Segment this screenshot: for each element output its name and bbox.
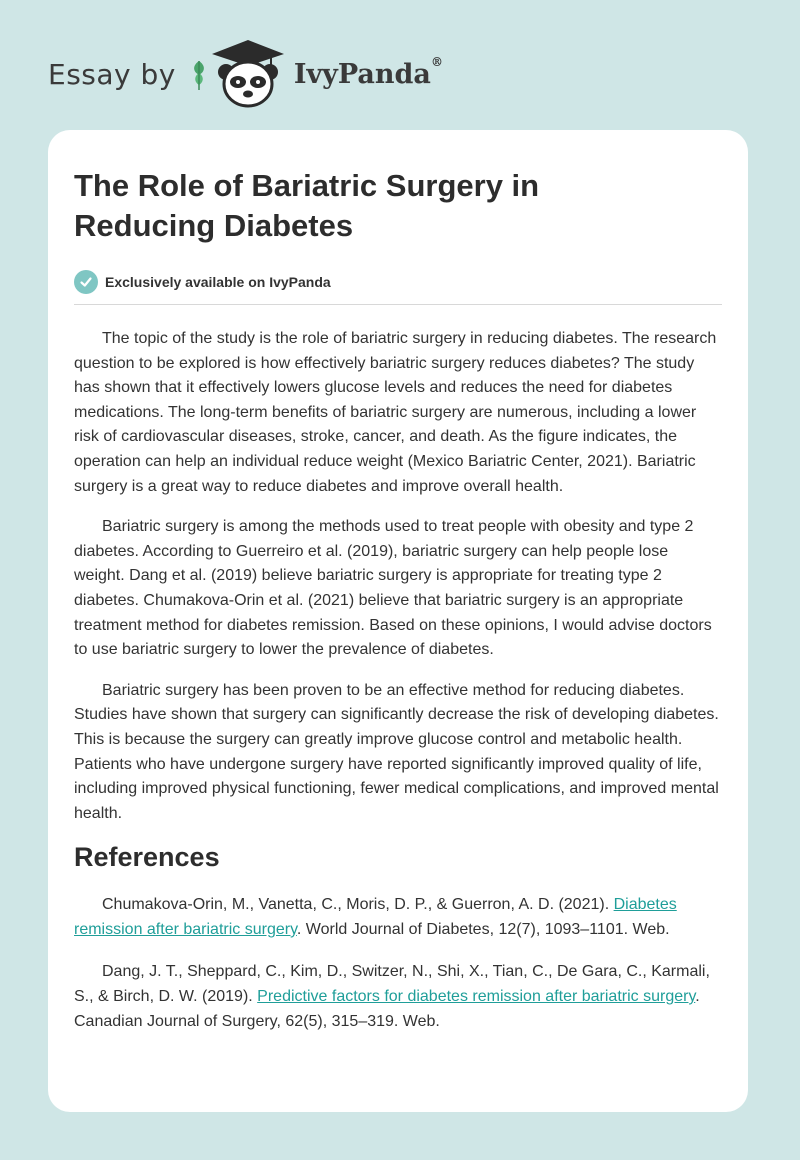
essay-by-label: Essay by [48,57,176,91]
site-header [48,38,443,110]
reference-authors: Dang, J. T., Sheppard, C., Kim, D., Switzer, N., Shi, X., Tian, C., De Gara, C., Karmali, S., & Birch, D. W. (2019). [74,963,710,1006]
references-list [74,893,722,1034]
reference-item [74,960,722,1034]
essay-card [48,130,748,1112]
checkmark-icon [74,270,98,294]
title-divider [74,304,722,305]
essay-body [74,327,722,826]
registered-mark: ® [430,54,443,69]
brand-name-text[interactable]: IvyPanda [293,58,431,90]
brand-name[interactable] [293,54,443,90]
body-paragraph: The topic of the study is the role of bariatric surgery in reducing diabetes. The research question to be explored is how effectively bariatric surgery reduces diabetes? The study has shown that it effectively lowers glucose levels and reduces the need for diabetes medications. The long-term benefits of bariatric surgery are numerous, including a lower risk of cardiovascular diseases, stroke, cancer, and death. As the figure indicates, the operation can help an individual reduce weight (Mexico Bariatric Center, 2021). Bariatric surgery is a great way to reduce diabetes and improve overall health. [74,330,717,495]
exclusive-badge [74,268,722,296]
reference-source: . Canadian Journal of Surgery, 62(5), 315–319. Web. [74,988,700,1030]
references-heading: References [74,842,220,873]
body-paragraph: Bariatric surgery has been proven to be an effective method for reducing diabetes. Studies have shown that surgery can significantly decrease the risk of developing diabetes. This is because the surgery can greatly improve glucose control and metabolic health. Patients who have undergone surgery have reported significantly improved quality of life, including improved physical functioning, fewer medical complications, and improved mental health. [74,681,719,822]
ivy-leaf-icon [190,57,208,91]
reference-link[interactable]: Diabetes remission after bariatric surgery [74,896,677,938]
reference-authors: Chumakova-Orin, M., Vanetta, C., Moris, D. P., & Guerron, A. D. (2021). [102,896,614,914]
reference-link[interactable]: Predictive factors for diabetes remission after bariatric surgery [257,988,696,1006]
reference-source: . World Journal of Diabetes, 12(7), 1093–1101. Web. [296,920,670,938]
page-title: The Role of Bariatric Surgery in Reducing Diabetes [74,168,540,243]
panda-logo-icon[interactable] [210,38,286,110]
exclusive-label: Exclusively available on IvyPanda [105,274,331,290]
reference-item [74,893,722,942]
body-paragraph: Bariatric surgery is among the methods used to treat people with obesity and type 2 diabetes. According to Guerreiro et al. (2019), bariatric surgery can help people lose weight. Dang et al. (2019) believe bariatric surgery is appropriate for treating type 2 diabetes. Chumakova-Orin et al. (2021) believe that bariatric surgery is an appropriate treatment method for diabetes remission. Based on these opinions, I would advise doctors to use bariatric surgery to lower the prevalence of diabetes. [74,518,712,659]
